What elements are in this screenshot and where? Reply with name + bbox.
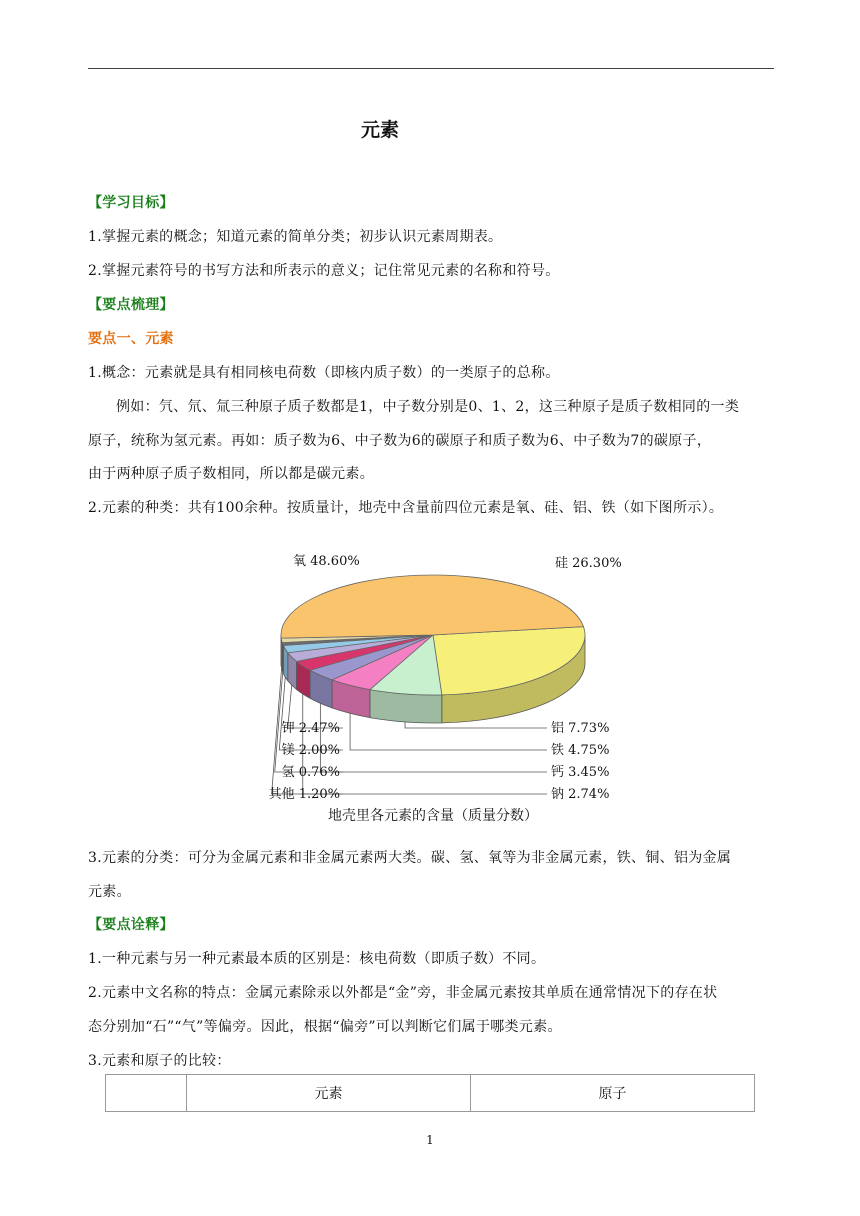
example-line-3: 由于两种原子质子数相同，所以都是碳元素。 <box>88 466 374 482</box>
label-left-0: 钾 2.47% <box>281 721 340 736</box>
table-corner-cell <box>106 1075 187 1112</box>
explain-3: 3.元素和原子的比较： <box>88 1053 231 1069</box>
explain-1: 1.一种元素与另一种元素最本质的区别是：核电荷数（即质子数）不同。 <box>88 951 546 967</box>
example-line-2: 原子，统称为氢元素。再如：质子数为6、中子数为6的碳原子和质子数为6、中子数为7的碳原子， <box>88 433 712 449</box>
label-right-0: 铝 7.73% <box>551 721 610 736</box>
label-silicon: 硅 26.30% <box>555 556 622 571</box>
goal-1: 1.掌握元素的概念；知道元素的简单分类；初步认识元素周期表。 <box>88 229 503 245</box>
label-left-3: 其他 1.20% <box>268 787 340 802</box>
crust-element-pie-chart <box>255 545 625 830</box>
label-oxygen: 氧 48.60% <box>293 554 360 569</box>
concept-text: 1.概念：元素就是具有相同核电荷数（即核内质子数）的一类原子的总称。 <box>88 365 560 381</box>
explain-2-line-2: 态分别加“石”“气”等偏旁。因此，根据“偏旁”可以判断它们属于哪类元素。 <box>88 1019 562 1035</box>
goals-heading: 【学习目标】 <box>88 195 174 211</box>
comparison-table <box>105 1074 755 1112</box>
types-text: 2.元素的种类：共有100余种。按质量计，地壳中含量前四位元素是氧、硅、铝、铁（如下图所示）。 <box>88 500 724 516</box>
table-header-row <box>106 1075 755 1112</box>
explain-heading: 【要点诠释】 <box>88 917 174 933</box>
label-right-3: 钠 2.74% <box>551 787 610 802</box>
table-header-atom: 原子 <box>471 1075 755 1112</box>
pie-top-face <box>281 575 585 695</box>
label-left-2: 氢 0.76% <box>281 765 340 780</box>
pie-slice-氧 <box>281 575 584 638</box>
example-line-1: 例如：氕、氘、氚三种原子质子数都是1，中子数分别是0、1、2，这三种原子是质子数相同的一类 <box>116 399 740 415</box>
point1-heading: 要点一、元素 <box>88 331 174 347</box>
label-right-1: 铁 4.75% <box>551 743 610 758</box>
label-left-1: 镁 2.00% <box>281 743 340 758</box>
chart-caption: 地壳里各元素的含量（质量分数） <box>328 808 538 824</box>
classification-line-2: 元素。 <box>88 884 131 900</box>
page-title: 元素 <box>360 119 399 141</box>
table-header-element: 元素 <box>187 1075 471 1112</box>
label-right-2: 钙 3.45% <box>551 765 610 780</box>
header-rule <box>88 68 774 69</box>
goal-2: 2.掌握元素符号的书写方法和所表示的意义；记住常见元素的名称和符号。 <box>88 263 560 279</box>
page-number: 1 <box>426 1133 434 1147</box>
points-heading: 【要点梳理】 <box>88 297 174 313</box>
classification-line-1: 3.元素的分类：可分为金属元素和非金属元素两大类。碳、氢、氧等为非金属元素，铁、铜、铝为金属 <box>88 850 732 866</box>
explain-2-line-1: 2.元素中文名称的特点：金属元素除汞以外都是“金”旁，非金属元素按其单质在通常情况下的存在状 <box>88 985 718 1001</box>
